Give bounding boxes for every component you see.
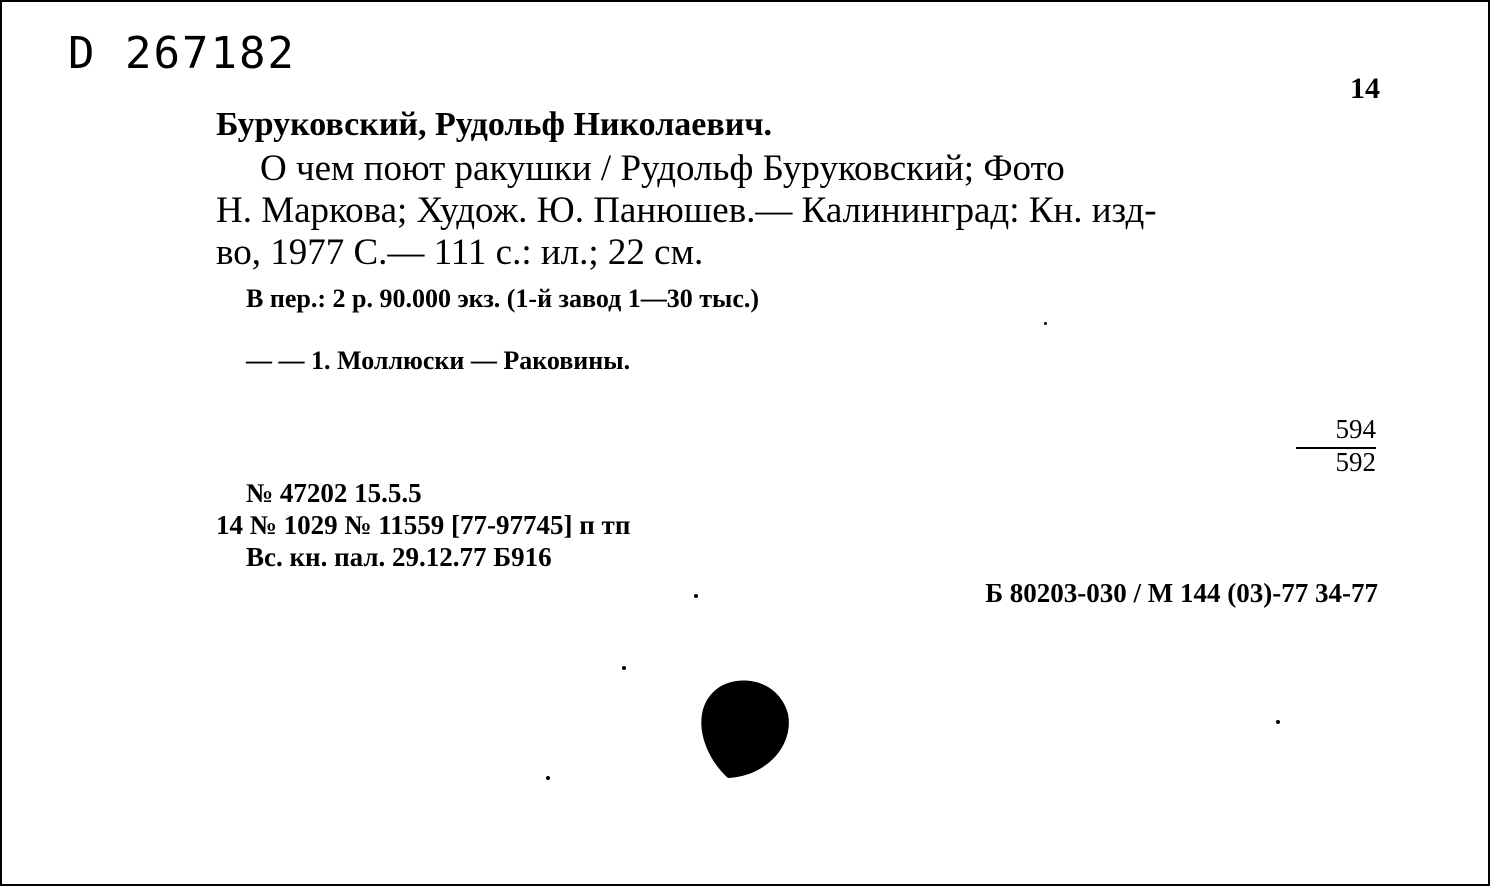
title-line-2: Н. Маркова; Худож. Ю. Панюшев.— Калининград: Кн. изд- bbox=[216, 190, 1157, 231]
title-line-3: во, 1977 С.— 111 с.: ил.; 22 см. bbox=[216, 232, 704, 273]
speck bbox=[546, 776, 550, 780]
card-number: 14 bbox=[1350, 72, 1380, 105]
speck bbox=[622, 666, 626, 670]
catalog-code: Б 80203-030 / М 144 (03)-77 34-77 bbox=[985, 578, 1378, 608]
speck bbox=[694, 594, 698, 598]
title-line-1: О чем поют ракушки / Рудольф Буруковский; Фото bbox=[260, 148, 1065, 189]
classification-index bbox=[1296, 414, 1376, 478]
order-line-1: № 47202 15.5.5 bbox=[246, 478, 422, 508]
classification-numerator: 594 bbox=[1335, 414, 1376, 444]
author-heading: Буруковский, Рудольф Николаевич. bbox=[216, 106, 773, 143]
order-line-3: Вс. кн. пал. 29.12.77 Б916 bbox=[246, 542, 552, 572]
subject-heading: — — 1. Моллюски — Раковины. bbox=[246, 346, 631, 375]
speck bbox=[1044, 322, 1047, 325]
order-line-2: 14 № 1029 № 11559 [77-97745] п тп bbox=[216, 510, 631, 540]
classification-denominator: 592 bbox=[1335, 447, 1376, 477]
speck bbox=[1276, 720, 1280, 724]
binding-info: В пер.: 2 р. 90.000 экз. (1-й завод 1—30 тыс.) bbox=[246, 284, 760, 313]
inventory-number: D 267182 bbox=[68, 28, 296, 79]
punch-hole-mark bbox=[698, 678, 792, 782]
